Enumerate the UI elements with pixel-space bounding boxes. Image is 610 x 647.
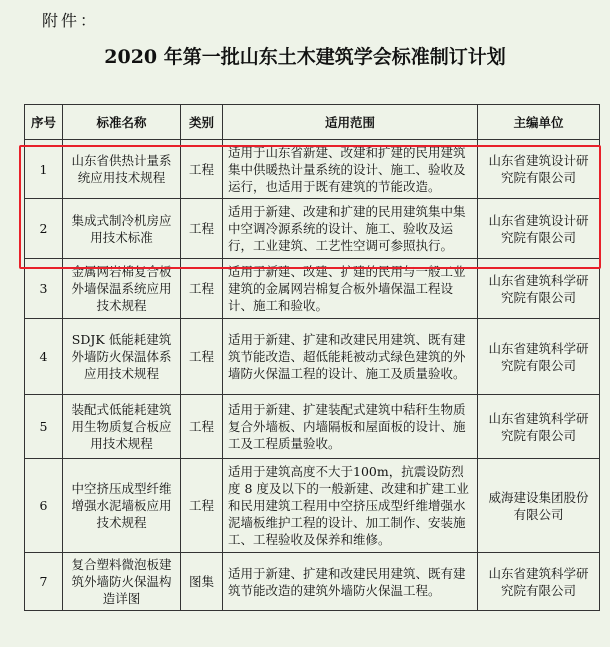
table-row <box>25 140 600 199</box>
row-name: 山东省供热计量系统应用技术规程 <box>63 140 181 199</box>
row-no: 6 <box>25 459 63 553</box>
row-scope: 适用于新建、改建、扩建的民用与一般工业建筑的金属网岩棉复合板外墙保温工程设计、施工和验收。 <box>223 259 478 319</box>
row-name: 集成式制冷机房应用技术标准 <box>63 199 181 259</box>
row-scope: 适用于山东省新建、改建和扩建的民用建筑集中供暖热计量系统的设计、施工、验收及运行，也适用于既有建筑的节能改造。 <box>223 140 478 199</box>
table-row <box>25 553 600 611</box>
table-row <box>25 395 600 459</box>
row-no: 5 <box>25 395 63 459</box>
row-no: 3 <box>25 259 63 319</box>
row-type: 工程 <box>181 459 223 553</box>
header-type: 类别 <box>181 105 223 140</box>
row-type: 工程 <box>181 199 223 259</box>
row-name: SDJK 低能耗建筑外墙防火保温体系应用技术规程 <box>63 319 181 395</box>
row-type: 工程 <box>181 395 223 459</box>
header-scope: 适用范围 <box>223 105 478 140</box>
header-no: 序号 <box>25 105 63 140</box>
standards-table <box>24 104 600 611</box>
table-header-row <box>25 105 600 140</box>
row-unit: 山东省建筑科学研究院有限公司 <box>478 553 600 611</box>
row-scope: 适用于新建、扩建装配式建筑中秸秆生物质复合外墙板、内墙隔板和屋面板的设计、施工及工程质量验收。 <box>223 395 478 459</box>
row-unit: 山东省建筑设计研究院有限公司 <box>478 199 600 259</box>
row-scope: 适用于新建、扩建和改建民用建筑、既有建筑节能改造的建筑外墙防火保温工程。 <box>223 553 478 611</box>
row-name: 中空挤压成型纤维增强水泥墙板应用技术规程 <box>63 459 181 553</box>
table-row <box>25 319 600 395</box>
page-title: 2020 年第一批山东土木建筑学会标准制订计划 <box>104 46 506 68</box>
table-row <box>25 259 600 319</box>
row-unit: 威海建设集团股份有限公司 <box>478 459 600 553</box>
row-type: 工程 <box>181 140 223 199</box>
row-type: 图集 <box>181 553 223 611</box>
row-name: 金属网岩棉复合板外墙保温系统应用技术规程 <box>63 259 181 319</box>
row-scope: 适用于建筑高度不大于100m，抗震设防烈度 8 度及以下的一般新建、改建和扩建工业和民用建筑工程用中空挤压成型纤维增强水泥墙板维护工程的设计、加工制作、安装施工、工程验收及保养和维修。 <box>223 459 478 553</box>
row-scope: 适用于新建、扩建和改建民用建筑、既有建筑节能改造、超低能耗被动式绿色建筑的外墙防火保温工程的设计、施工及质量验收。 <box>223 319 478 395</box>
row-unit: 山东省建筑设计研究院有限公司 <box>478 140 600 199</box>
row-no: 1 <box>25 140 63 199</box>
row-name: 复合塑料微泡板建筑外墙防火保温构造详图 <box>63 553 181 611</box>
table-row <box>25 459 600 553</box>
row-name: 装配式低能耗建筑用生物质复合板应用技术规程 <box>63 395 181 459</box>
row-no: 4 <box>25 319 63 395</box>
row-unit: 山东省建筑科学研究院有限公司 <box>478 259 600 319</box>
header-unit: 主编单位 <box>478 105 600 140</box>
attachment-label: 附件： <box>42 11 100 30</box>
row-unit: 山东省建筑科学研究院有限公司 <box>478 319 600 395</box>
row-type: 工程 <box>181 319 223 395</box>
header-name: 标准名称 <box>63 105 181 140</box>
row-unit: 山东省建筑科学研究院有限公司 <box>478 395 600 459</box>
row-no: 7 <box>25 553 63 611</box>
table-row <box>25 199 600 259</box>
row-type: 工程 <box>181 259 223 319</box>
row-no: 2 <box>25 199 63 259</box>
row-scope: 适用于新建、改建和扩建的民用建筑集中集中空调冷源系统的设计、施工、验收及运行，工业建筑、工艺性空调可参照执行。 <box>223 199 478 259</box>
